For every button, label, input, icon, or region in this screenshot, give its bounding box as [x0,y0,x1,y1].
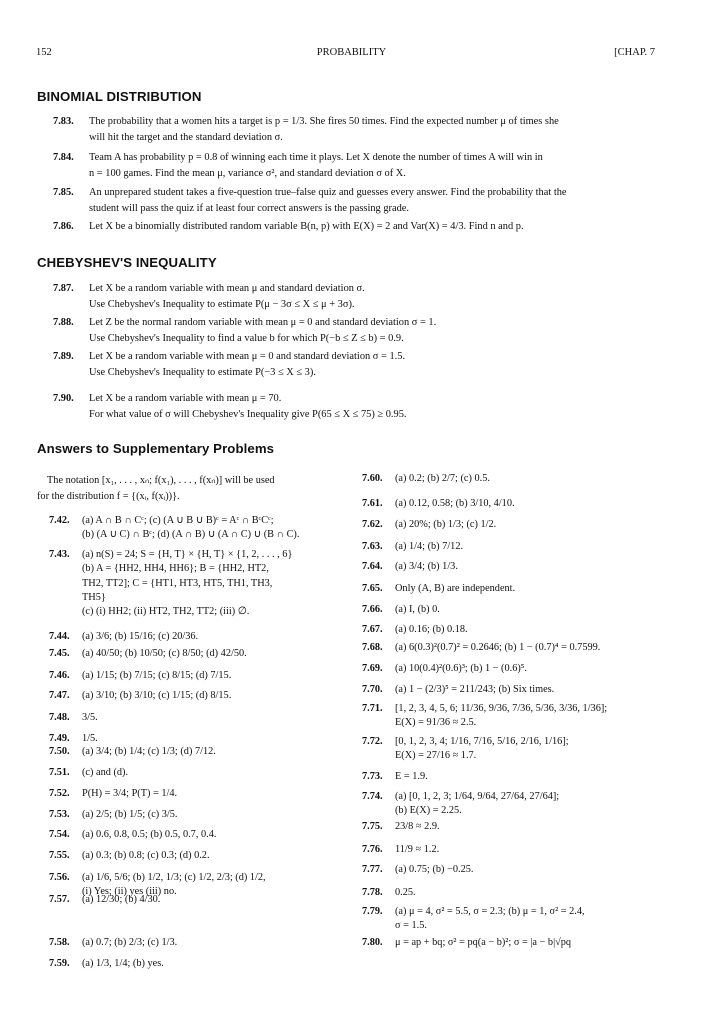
answer-item [362,702,607,731]
answer-text [395,623,468,637]
answer-text [82,669,231,683]
answer-line: (b) E(X) = 2.25. [395,805,462,817]
answer-text [395,770,428,784]
answer-text [82,711,98,725]
problem-item [37,281,659,312]
answer-text [395,820,440,834]
answer-item [362,603,440,617]
answer-item [362,641,600,655]
answer-line: TH2, TT2]; C = {HT1, HT3, HT5, TH1, TH3, [82,577,273,589]
answer-line: (c) and (d). [82,767,129,778]
problem-text [89,114,659,145]
answer-line: (a) 0.7; (b) 2/3; (c) 1/3. [82,937,178,948]
answer-line: E = 1.9. [395,771,428,782]
problem-line: Use Chebyshev's Inequality to estimate P(−3 ≤ X ≤ 3). [89,366,316,378]
answer-line: 3/5. [82,712,98,723]
problem-line: Use Chebyshev's Inequality to find a value b for which P(−b ≤ Z ≤ b) = 0.9. [89,332,404,344]
answer-line: 1/5. [82,733,98,744]
problem-item [37,219,659,235]
problem-line: The probability that a women hits a target is p = 1/3. She fires 50 times. Find the expected number μ of times she [89,116,559,127]
answer-text [82,689,231,703]
answer-line: (a) 20%; (b) 1/3; (c) 1/2. [395,519,497,530]
answer-text [82,745,216,759]
answer-number: 7.62. [362,519,383,530]
problem-line: For what value of σ will Chebyshev's Inequality give P(65 ≤ X ≤ 75) ≥ 0.95. [89,408,407,420]
answer-number: 7.59. [49,958,70,969]
answer-line: (a) n(S) = 24; S = {H, T} × {H, T} × {1, 2, . . . , 6} [82,549,293,560]
answer-text [82,766,128,780]
answer-text [82,808,178,822]
answer-item [362,472,490,486]
answer-item [362,560,458,574]
answer-item [362,735,569,764]
answer-item [49,893,160,907]
answer-line: (a) 0.16; (b) 0.18. [395,624,468,635]
answer-item [362,518,496,532]
answer-item [49,787,177,801]
answer-item [362,623,468,637]
answer-item [362,843,439,857]
answer-item [49,957,164,971]
answer-text [82,548,292,619]
section-heading-chebyshev: CHEBYSHEV'S INEQUALITY [37,255,217,270]
answer-line: (a) 40/50; (b) 10/50; (c) 8/50; (d) 42/50. [82,648,247,659]
problem-text [89,185,659,216]
section-heading-binomial: BINOMIAL DISTRIBUTION [37,89,202,104]
answer-text [395,905,585,934]
answer-item [49,548,292,619]
answer-number: 7.52. [49,788,70,799]
problem-number: 7.83. [53,116,74,127]
answer-number: 7.45. [49,648,70,659]
answer-text [395,560,458,574]
answer-item [362,540,463,554]
answer-line: [0, 1, 2, 3, 4; 1/16, 7/16, 5/16, 2/16, 1/16]; [395,736,569,747]
answer-number: 7.71. [362,703,383,714]
answer-text [395,582,515,596]
answer-line: E(X) = 27/16 ≈ 1.7. [395,750,477,762]
answer-item [49,936,177,950]
problem-item [37,150,659,181]
answer-line: (a) 1/4; (b) 7/12. [395,541,464,552]
answer-line: (a) μ = 4, σ² = 5.5, σ = 2.3; (b) μ = 1, σ² = 2.4, [395,906,585,917]
answer-text [395,702,607,731]
answer-line: (a) 3/4; (b) 1/4; (c) 1/3; (d) 7/12. [82,746,216,757]
answer-number: 7.65. [362,583,383,594]
answer-line: (i) Yes; (ii) yes (iii) no. [82,886,177,898]
answer-text [395,790,559,819]
answer-number: 7.42. [49,515,70,526]
answer-number: 7.75. [362,821,383,832]
answer-item [362,790,559,819]
answer-text [82,514,299,543]
answer-number: 7.74. [362,791,383,802]
problem-line: Let X be a random variable with mean μ = 70. [89,393,282,404]
answer-number: 7.61. [362,498,383,509]
chapter-label: [CHAP. 7 [614,47,655,58]
answer-number: 7.57. [49,894,70,905]
answer-line: (a) 2/5; (b) 1/5; (c) 3/5. [82,809,178,820]
answer-number: 7.49. [49,733,70,744]
answer-line: σ = 1.5. [395,920,427,932]
answer-item [362,662,527,676]
running-title: PROBABILITY [316,47,387,58]
problem-line: Use Chebyshev's Inequality to estimate P(μ − 3σ ≤ X ≤ μ + 3σ). [89,298,355,310]
answer-item [362,770,428,784]
answer-number: 7.78. [362,887,383,898]
problem-number: 7.86. [53,221,74,232]
answer-line: (a) 0.2; (b) 2/7; (c) 0.5. [395,473,490,484]
answer-line: (a) 1/15; (b) 7/15; (c) 8/15; (d) 7/15. [82,670,232,681]
answer-number: 7.68. [362,642,383,653]
answer-item [362,582,515,596]
answer-text [82,936,177,950]
answer-item [49,514,299,543]
problem-line: student will pass the quiz if at least four correct answers is the passing grade. [89,202,409,214]
answer-text [82,849,210,863]
answer-item [362,905,585,934]
answer-line: (a) I, (b) 0. [395,604,440,615]
answer-number: 7.56. [49,872,70,883]
answer-number: 7.80. [362,937,383,948]
answer-text [395,540,463,554]
answer-number: 7.63. [362,541,383,552]
answer-item [49,630,198,644]
answer-number: 7.64. [362,561,383,572]
answer-line: (a) 3/10; (b) 3/10; (c) 1/15; (d) 8/15. [82,690,232,701]
answer-text [395,662,527,676]
answer-number: 7.43. [49,549,70,560]
answer-item [362,863,473,877]
answer-item [362,497,515,511]
answer-text [395,472,490,486]
problem-text [89,391,659,422]
answer-item [49,828,216,842]
problem-text [89,349,659,380]
answer-number: 7.67. [362,624,383,635]
answer-text [82,893,160,907]
answer-number: 7.69. [362,663,383,674]
answer-number: 7.72. [362,736,383,747]
answer-text [395,735,569,764]
answer-number: 7.73. [362,771,383,782]
answer-line: E(X) = 91/36 ≈ 2.5. [395,717,477,729]
answer-number: 7.79. [362,906,383,917]
answer-line: (a) 1 − (2/3)⁵ = 211/243; (b) Six times. [395,684,555,695]
problem-item [37,391,659,422]
answer-number: 7.48. [49,712,70,723]
answer-text [82,828,216,842]
problem-text [89,219,659,235]
problem-line: Let Z be the normal random variable with mean μ = 0 and standard deviation σ = 1. [89,317,437,328]
answer-line: (a) 3/6; (b) 15/16; (c) 20/36. [82,631,199,642]
answer-item [362,936,571,950]
answer-number: 7.66. [362,604,383,615]
problem-number: 7.85. [53,187,74,198]
answer-number: 7.53. [49,809,70,820]
answers-intro-line: The notation [x₁, . . . , xₙ; f(x₁), . . . , f(xₙ)] will be used [47,475,275,486]
problem-number: 7.87. [53,283,74,294]
answers-intro [37,473,357,504]
answer-number: 7.47. [49,690,70,701]
answer-line: (a) 1/6, 5/6; (b) 1/2, 1/3; (c) 1/2, 2/3; (d) 1/2, [82,872,266,883]
answer-item [49,689,231,703]
answer-line: 11/9 ≈ 1.2. [395,844,440,855]
problem-text [89,281,659,312]
answer-line: (b) A = {HH2, HH4, HH6}; B = {HH2, HT2, [82,563,269,575]
answer-line: (c) (i) HH2; (ii) HT2, TH2, TT2; (iii) ∅. [82,606,250,618]
answer-line: (a) 0.6, 0.8, 0.5; (b) 0.5, 0.7, 0.4. [82,829,217,840]
problem-number: 7.84. [53,152,74,163]
answer-number: 7.46. [49,670,70,681]
problem-line: Let X be a random variable with mean μ and standard deviation σ. [89,283,365,294]
answer-line: Only (A, B) are independent. [395,583,516,594]
answer-number: 7.70. [362,684,383,695]
answer-line: (a) 10(0.4)²(0.6)³; (b) 1 − (0.6)⁵. [395,663,527,674]
answer-number: 7.76. [362,844,383,855]
answer-text [395,641,600,655]
problem-text [89,150,659,181]
answer-line: μ = ap + bq; σ² = pq(a − b)²; σ = |a − b|√pq [395,937,572,948]
answer-text [395,603,440,617]
answer-text [82,647,247,661]
answer-item [362,886,416,900]
answer-text [395,886,416,900]
problem-item [37,315,659,346]
answer-line: (a) 6(0.3)²(0.7)² = 0.2646; (b) 1 − (0.7)⁴ = 0.7599. [395,642,601,653]
problem-item [37,185,659,216]
answer-number: 7.55. [49,850,70,861]
problem-item [37,114,659,145]
page-number: 152 [36,47,52,58]
answer-item [49,766,128,780]
problem-item [37,349,659,380]
answer-line: (a) 12/30; (b) 4/30. [82,894,161,905]
problem-number: 7.89. [53,351,74,362]
answer-number: 7.54. [49,829,70,840]
answer-text [395,518,496,532]
answer-line: (a) 0.12, 0.58; (b) 3/10, 4/10. [395,498,515,509]
problem-line: Let X be a random variable with mean μ = 0 and standard deviation σ = 1.5. [89,351,406,362]
answer-number: 7.60. [362,473,383,484]
answer-text [82,630,198,644]
answer-line: [1, 2, 3, 4, 5, 6; 11/36, 9/36, 7/36, 5/36, 3/36, 1/36]; [395,703,608,714]
answer-item [49,745,216,759]
answer-number: 7.51. [49,767,70,778]
answer-text [82,787,177,801]
answer-line: 23/8 ≈ 2.9. [395,821,440,832]
problem-line: will hit the target and the standard deviation σ. [89,131,283,143]
answer-item [49,808,178,822]
answer-item [49,849,210,863]
answer-line: TH5} [82,591,106,603]
answer-item [49,669,231,683]
answer-text [395,683,554,697]
problem-line: n = 100 games. Find the mean μ, variance σ², and standard deviation σ of X. [89,167,406,179]
answers-intro-line: for the distribution f = {(xᵢ, f(xᵢ))}. [37,490,180,502]
answer-line: (a) A ∩ B ∩ Cᶜ; (c) (A ∪ B ∪ B)ᶜ = Aᶜ ∩ BᶜCᶜ; [82,515,274,526]
answer-line: (a) 1/3, 1/4; (b) yes. [82,958,164,969]
answer-text [395,863,473,877]
answer-line: 0.25. [395,887,416,898]
answer-item [49,647,247,661]
problem-line: Let X be a binomially distributed random variable B(n, p) with E(X) = 2 and Var(X) = 4/3. Find n and p. [89,221,524,232]
answer-number: 7.58. [49,937,70,948]
problem-line: Team A has probability p = 0.8 of winning each time it plays. Let X denote the number of times A will win in [89,152,543,163]
answer-line: P(H) = 3/4; P(T) = 1/4. [82,788,178,799]
answer-line: (a) [0, 1, 2, 3; 1/64, 9/64, 27/64, 27/64]; [395,791,560,802]
answer-text [395,843,439,857]
answer-item [362,820,440,834]
section-heading-answers: Answers to Supplementary Problems [37,441,275,456]
answer-line: (b) (A ∪ C) ∩ Bᶜ; (d) (A ∩ B) ∪ (A ∩ C) ∪ (B ∩ C). [82,529,300,541]
answer-number: 7.44. [49,631,70,642]
problem-line: An unprepared student takes a five-question true–false quiz and guesses every answer. Find the probability that the [89,187,567,198]
answer-number: 7.77. [362,864,383,875]
answer-text [395,936,571,950]
problem-text [89,315,659,346]
answer-line: (a) 3/4; (b) 1/3. [395,561,458,572]
answer-line: (a) 0.75; (b) −0.25. [395,864,474,875]
problem-number: 7.90. [53,393,74,404]
answer-text [395,497,515,511]
answer-item [362,683,554,697]
problem-number: 7.88. [53,317,74,328]
answer-text [82,957,164,971]
answer-item [49,711,98,725]
answer-number: 7.50. [49,746,70,757]
answer-line: (a) 0.3; (b) 0.8; (c) 0.3; (d) 0.2. [82,850,210,861]
